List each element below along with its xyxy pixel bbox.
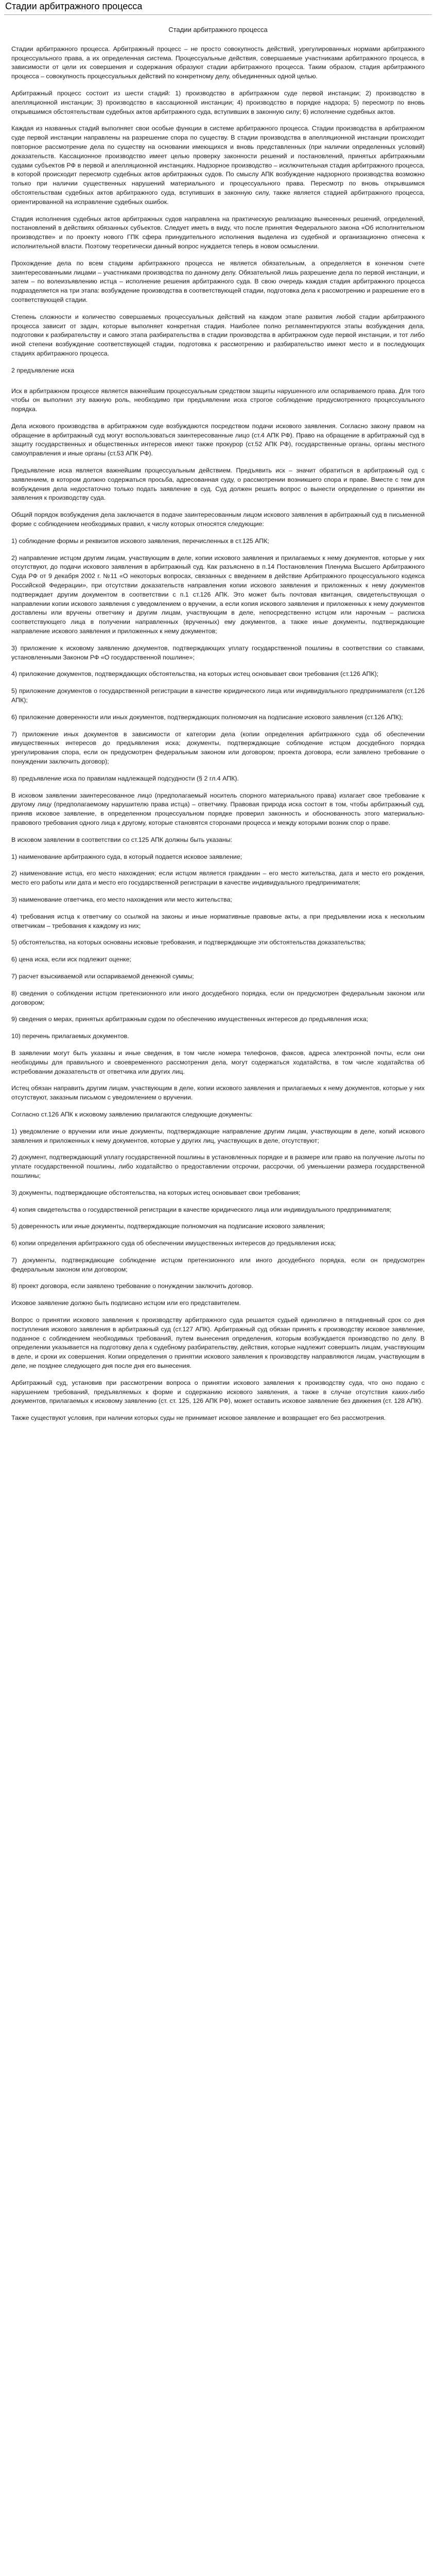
paragraph: Согласно ст.126 АПК к исковому заявлению прилагаются следующие документы: (11, 1110, 253, 1118)
paragraph: Стадия исполнения судебных актов арбитражных судов направлена на практическую реализацию вынесенных решений, определений, постановлений в действиях обязанных субъектов. Следует иметь в виду, что после принятия Федерального закона «Об исполнительном производстве» и по проекту нового ГПК сфера принудительного исполнения выделена из судебной и организационно отнесена к исполнительной власти. Поэтому теоретически данный вопрос нуждается теперь в новом осмыслении. (11, 215, 425, 250)
paragraph: В исковом заявлении в соответствии со ст.125 АПК должны быть указаны: (11, 836, 233, 843)
paragraph: 1) наименование арбитражного суда, в который подается исковое заявление; (11, 853, 242, 860)
paragraph: 2) направление истцом другим лицам, участвующим в деле, копии искового заявления и прилагаемых к нему документов, которые у них отсутствуют, до подачи искового заявления в арбитражный суд. Как разъяснено в п.14 Постановления Пленума Высшего Арбитражного Суда РФ от 9 декабря 2002 г. №11 «О некоторых вопросах, связанных с введением в действие Арбитражного процессуального кодекса Российской Федерации», при отсутствии доказательств направления копии искового заявления и приложенных к нему документов подтверждает другим документом в соответствии с п.1 ст.126 АПК. Это может быть почтовая квитанция, свидетельствующая о направлении копии искового заявления с уведомлением о вручении, а если копия искового заявления и приложенных к нему документов доставлены или вручены ответчику и другим лицам, участвующим в деле, непосредственно истцом или нарочным – расписка соответствующего лица в получении направленных (врученных) ему документов, а также иные документы, подтверждающие направление искового заявления и приложенных к нему документов; (11, 554, 425, 635)
paragraph: В заявлении могут быть указаны и иные сведения, в том числе номера телефонов, факсов, адреса электронной почты, если они необходимы для правильного и своевременного рассмотрения дела, могут содержаться ходатайства, в том числе ходатайства об истребовании доказательств от ответчика или других лиц. (11, 1049, 425, 1075)
paragraph: 3) приложение к исковому заявлению документов, подтверждающих уплату государственной пошлины в соответствии со ставками, установленными Законом РФ «О государственной пошлине»; (11, 644, 425, 661)
paragraph: В исковом заявлении заинтересованное лицо (предполагаемый носитель спорного материального права) излагает свое требование к другому лицу (предполагаемому нарушителю права истца) – ответчику. Правовая природа иска состоит в том, чтобы арбитражный суд, приняв исковое заявление, в определенном процессуальном порядке проверил законность и обоснованность этого материально-правового требования одного лица к другому, которые становятся сторонами процесса и между которыми возник спор о праве. (11, 791, 425, 826)
paragraph: Общий порядок возбуждения дела заключается в подаче заинтересованным лицом искового заявления в арбитражный суд в письменной форме с соблюдением необходимых правил, к числу которых относятся следующие: (11, 511, 425, 528)
paragraph: Исковое заявление должно быть подписано истцом или его представителем. (11, 1299, 241, 1307)
paragraph: Также существуют условия, при наличии которых суды не принимает исковое заявление и возвращает его без рассмотрения. (11, 1414, 386, 1422)
lawsuit-section (11, 387, 425, 1423)
paragraph: 7) расчет взыскиваемой или оспариваемой денежной суммы; (11, 972, 194, 980)
page-title: Стадии арбитражного процесса (4, 0, 432, 15)
paragraph: 1) соблюдение формы и реквизитов искового заявления, перечисленных в ст.125 АПК; (11, 537, 269, 545)
section-heading: 2 предъявление иска (11, 366, 75, 374)
paragraph: Предъявление иска является важнейшим процессуальным действием. Предъявить иск – значит обратиться в арбитражный суд с заявлением, в котором должно содержаться просьба, адресованная суду, о рассмотрении возникшего спора и праве. Вместе с тем для возбуждения дела недостаточно только подать заявление в суд. Суд должен решить вопрос о вынести определение о принятии ин заявления к производству суда. (11, 467, 425, 502)
paragraph: 4) приложение документов, подтверждающих обстоятельства, на которых истец основывает свои требования (ст.126 АПК); (11, 670, 379, 678)
paragraph: Степень сложности и количество совершаемых процессуальных действий на каждом этапе развития любой стадии арбитражного процесса зависит от задач, которые выполняет конкретная стадия. Наиболее полно регламентируются этапы возбуждения дела, подготовки к разбирательству и самого этапа разбирательства в стадии производства в арбитражном суде первой инстанции, и тот либо иной степени возбуждение соответствующей стадии, подготовка к рассмотрению и разбирательство имеют место и в последующих стадиях арбитражного процесса. (11, 313, 425, 357)
paragraph: 5) приложение документов о государственной регистрации в качестве юридического лица или индивидуального предпринимателя (ст.126 АПК); (11, 687, 425, 704)
paragraph: 2) наименование истца, его место нахождения; если истцом является гражданин – его место жительства, дата и место его рождения, место его работы или дата и место его государственной регистрации в качестве индивидуального предпринимателя; (11, 870, 425, 887)
paragraph: 8) сведения о соблюдении истцом претензионного или иного досудебного порядка, если он предусмотрен федеральным законом или договором; (11, 989, 425, 1006)
paragraph: Прохождение дела по всем стадиям арбитражного процесса не является обязательным, а определяется в конечном счете заинтересованными лицами – участниками производства по данному делу. Обязательной лишь разрешение дела по первой инстанции, и затем – по волеизъявлению истца – исполнение решения арбитражного суда. В свою очередь каждая стадия арбитражного процесса подразделяется на три этапа: возбуждение производства в соответствующей стадии, подготовка дела к рассмотрению и разрешение его в соответствующей стадии. (11, 259, 425, 303)
paragraph: Дела искового производства в арбитражном суде возбуждаются посредством подачи искового заявления. Согласно закону правом на обращение в арбитражный суд могут воспользоваться заинтересованные лицо (ст.4 АПК РФ). Право на обращение в арбитражный суд в защиту государственных и общественных интересов имеют также прокурор (ст.52 АПК РФ), государственные органы, органы местного самоуправления и иные органы (ст.53 АПК РФ). (11, 422, 425, 457)
paragraph: 1) уведомление о вручении или иные документы, подтверждающие направление другим лицам, участвующим в деле, копий искового заявления и приложенных к нему документов, которые у других лиц, участвующих в деле, отсутствуют; (11, 1127, 425, 1144)
paragraph: 6) цена иска, если иск подлежит оценке; (11, 956, 132, 963)
paragraph: 9) сведения о мерах, принятых арбитражным судом по обеспечению имущественных интересов до предъявления иска; (11, 1015, 369, 1023)
article-title: Стадии арбитражного процесса (168, 26, 268, 33)
paragraph: 7) приложение иных документов в зависимости от категории дела (копии определения арбитражного суда об обеспечении имущественных интересов до предъявления иска; документы, подтверждающие соблюдение истцом досудебного порядка урегулирования спора, если он предусмотрен федеральным законом или договором; проекта договора, если заявлено требование о понуждении заключить договор); (11, 730, 425, 765)
paragraph: Арбитражный суд, установив при рассмотрении вопроса о принятии искового заявления к производству суда, что оно подано с нарушением требований, предъявляемых к форме и содержанию искового заявления, а также в случае отсутствия каких-либо документов, прилагаемых к исковому заявлению (ст. ст. 125, 126 АПК РФ), может оставить исковое заявление без движения (ст. 128 АПК). (11, 1379, 425, 1405)
paragraph: 6) копии определения арбитражного суда об обеспечении имущественных интересов до предъявления иска; (11, 1240, 336, 1247)
paragraph: Арбитражный процесс состоит из шести стадий: 1) производство в арбитражном суде первой инстанции; 2) производство в апелляционной инстанции; 3) производство в кассационной инстанции; 4) производство в порядке надзора; 5) пересмотр по вновь открывшимся обстоятельствам судебных актов арбитражного суда, вступивших в законную силу; 6) исполнение судебных актов. (11, 89, 425, 115)
paragraph: 6) приложение доверенности или иных документов, подтверждающих полномочия на подписание искового заявления (ст.126 АПК); (11, 713, 403, 721)
paragraph: 10) перечень прилагаемых документов. (11, 1032, 129, 1040)
paragraph: 3) наименование ответчика, его место нахождения или место жительства; (11, 895, 232, 903)
paragraph: 3) документы, подтверждающие обстоятельства, на которых истец основывает свои требования; (11, 1189, 301, 1196)
intro-section (11, 45, 425, 359)
paragraph: Каждая из названных стадий выполняет свои особые функции в системе арбитражного процесса. Стадии производства в арбитражном суде первой инстанции направлены на разрешение спора по существу. В стадии производства в апелляционной инстанции происходит повторное рассмотрение дела по существу на основании имеющихся и вновь представленных (при наличии определенных условий) доказательств. Кассационное производство имеет целью проверку законности решений и постановлений, принятых арбитражными судами субъектов РФ в первой и апелляционной инстанциях. Надзорное производство – исключительная стадия арбитражного процесса, в которой происходит пересмотр судебных актов арбитражных судов. По смыслу АПК возбуждение надзорного производства возможно только при наличии существенных нарушений материального и процессуального права. Пересмотр по вновь открывшимся обстоятельствам судебных актов арбитражного суда, вступивших в законную силу, также является стадией арбитражного процесса, ориентированной на исправление судебных ошибок. (11, 125, 425, 206)
paragraph: Вопрос о принятии искового заявления к производству арбитражного суда решается судьей единолично в пятидневный срок со дня поступления искового заявления в арбитражный суд (ст.127 АПК). Арбитражный суд обязан принять к производству исковое заявление, поданное с соблюдением необходимых требований, путем вынесения определения, которым возбуждается производство по делу. В определении указывается на подготовку дела к судебному разбирательству, действия, которые надлежит совершить лицам, участвующим в деле, и сроки их совершения. Копии определения о принятии искового заявления к производству направляются лицам, участвующим в деле, не позднее следующего дня после дня его вынесения. (11, 1316, 425, 1370)
paragraph: 4) требования истца к ответчику со ссылкой на законы и иные нормативные правовые акты, а при предъявлении иска к нескольким ответчикам – требования к каждому из них; (11, 912, 425, 929)
article-body (4, 15, 432, 1423)
paragraph: 8) предъявление иска по правилам надлежащей подсудности (§ 2 гл.4 АПК). (11, 774, 239, 782)
paragraph: 4) копия свидетельства о государственной регистрации в качестве юридического лица или индивидуального предпринимателя; (11, 1206, 392, 1213)
paragraph: 5) доверенность или иные документы, подтверждающие полномочия на подписание искового заявления; (11, 1223, 325, 1230)
paragraph: Истец обязан направить другим лицам, участвующим в деле, копии искового заявления и прилагаемых к нему документов, которые у них отсутствуют, заказным письмом с уведомлением о вручении. (11, 1084, 425, 1101)
paragraph: 7) документы, подтверждающие соблюдение истцом претензионного или иного досудебного порядка, если он предусмотрен федеральным законом или договором; (11, 1256, 425, 1273)
paragraph: Стадии арбитражного процесса. Арбитражный процесс – не просто совокупность действий, урегулированных нормами арбитражного процессуального права, а их определенная система. Процессуальные действия, совершаемые участниками арбитражного процесса, в зависимости от цели их совершения и содержания образуют стадии арбитражного процесса. Таким образом, стадия арбитражного процесса – совокупность процессуальных действий по конкретному делу, объединенных одной целью. (11, 45, 425, 80)
paragraph: 8) проект договора, если заявлено требование о понуждении заключить договор. (11, 1282, 253, 1290)
paragraph: 2) документ, подтверждающий уплату государственной пошлины в установленных порядке и в размере или право на получение льготы по уплате государственной пошлины, либо ходатайство о предоставлении отсрочки, рассрочки, об уменьшении размера государственной пошлины; (11, 1154, 425, 1179)
paragraph: 5) обстоятельства, на которых основаны исковые требования, и подтверждающие эти обстоятельства доказательства; (11, 939, 366, 946)
paragraph: Иск в арбитражном процессе является важнейшим процессуальным средством защиты нарушенного или оспариваемого права. Для того чтобы он выполнил эту важную роль, необходимо при предъявлении иска строгое соблюдение предусмотренного процессуального порядка. (11, 387, 425, 413)
